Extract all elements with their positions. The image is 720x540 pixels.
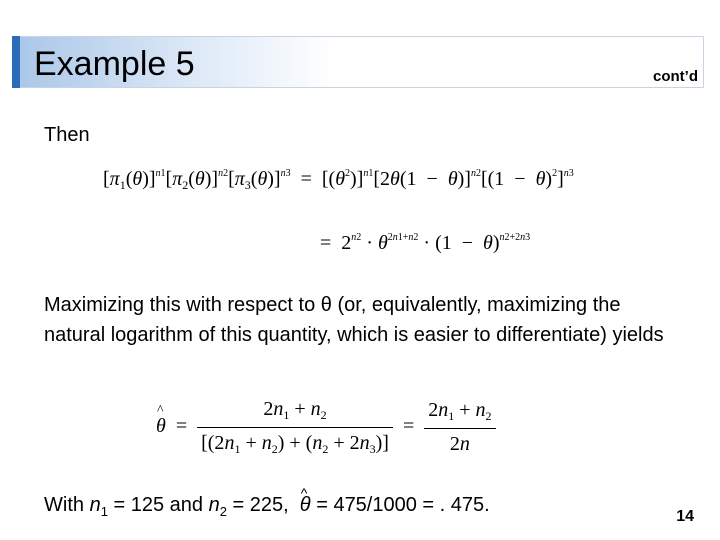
- continued-label: cont’d: [653, 68, 698, 85]
- theta-hat: ^ θ: [156, 415, 166, 438]
- maximizing-paragraph: Maximizing this with respect to θ (or, equivalently, maximizing the natural logarithm of this quantity, which is easier to differentiate) yields: [44, 294, 664, 346]
- then-text: Then: [44, 124, 90, 146]
- theta-hat-inline: ^ θ: [300, 490, 311, 520]
- simplified-equation: = $2^{n2} \cdot \theta^{2n1+n2} \cdot (1 - \theta)^{n2+2n3}$: [320, 232, 531, 254]
- result-line: With $n_1 = 125$ and $n_2 = 225$, ^ θ = 475/1000 = . 475.: [44, 490, 490, 527]
- likelihood-equation: $[\pi_1(\theta)]^{n1}[\pi_2(\theta)]^{n2}[\pi_3(\theta)]^{n3} = [(\theta^2)]^{n1}[2\theta(1 - \theta)]^{n2}[(1 - \theta)^2]^{n3}$: [103, 168, 574, 192]
- slide-title: Example 5: [34, 45, 195, 83]
- title-accent: [12, 36, 20, 88]
- fraction-1: $\frac{2n_1 + n_2}{[(2n_1 + n_2) + (n_2 + 2n_3)]}$: [197, 398, 393, 457]
- page-number: 14: [676, 508, 694, 525]
- fraction-2: $\frac{2n_1 + n_2}{2n}$: [424, 399, 495, 456]
- estimator-equation: ^ θ = $\frac{2n_1 + n_2}{[(2n_1 + n_2) + (n_2 + 2n_3)]}$ = $\frac{2n_1 + n_2}{2n}$: [156, 398, 496, 457]
